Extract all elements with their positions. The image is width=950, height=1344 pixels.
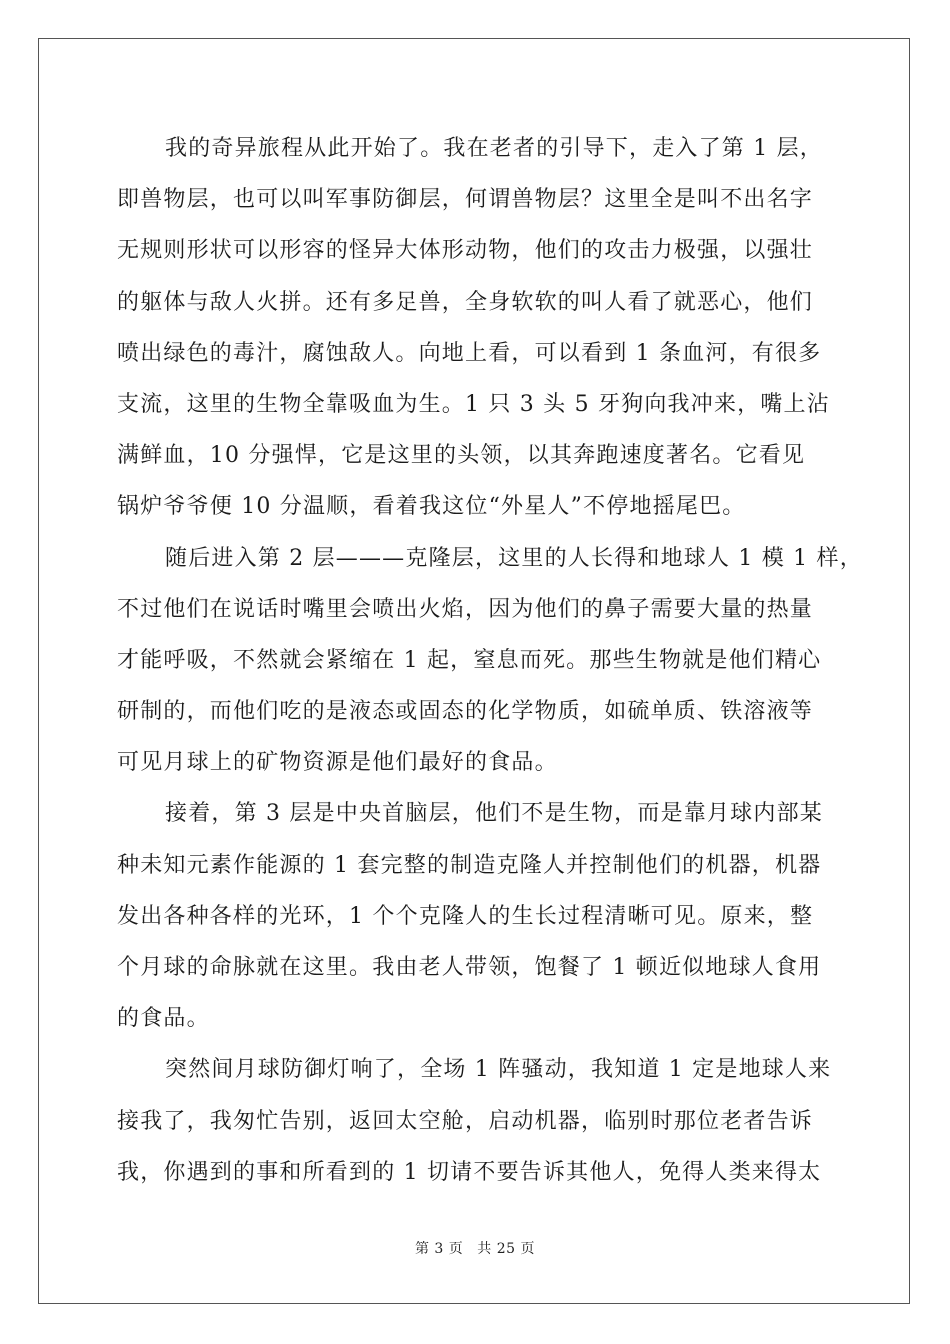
- text-line: 发出各种各样的光环，1 个个克隆人的生长过程清晰可见。原来，整: [117, 903, 814, 929]
- document-body: [117, 123, 863, 1198]
- text-line: 个月球的命脉就在这里。我由老人带领，饱餐了 1 顿近似地球人食用: [117, 955, 822, 980]
- text-line: 锅炉爷爷便 10 分温顺，看着我这位“外星人”不停地摇尾巴。: [117, 494, 746, 520]
- text-line: 的躯体与敌人火拼。还有多足兽，全身软软的叫人看了就恶心，他们: [117, 289, 814, 315]
- text-line: 可见月球上的矿物资源是他们最好的食品。: [117, 750, 558, 776]
- text-line: 的食品。: [117, 1006, 210, 1032]
- text-line: 才能呼吸，不然就会紧缩在 1 起，窒息而死。那些生物就是他们精心: [117, 647, 822, 673]
- text-line: 种未知元素作能源的 1 套完整的制造克隆人并控制他们的机器，机器: [117, 852, 822, 878]
- text-line: 满鲜血，10 分强悍，它是这里的头领，以其奔跑速度著名。它看见: [117, 443, 806, 469]
- text-line: 支流，这里的生物全靠吸血为生。1 只 3 头 5 牙狗向我冲来，嘴上沾: [117, 391, 830, 417]
- text-line: 不过他们在说话时嘴里会喷出火焰，因为他们的鼻子需要大量的热量: [117, 596, 814, 622]
- text-line: 突然间月球防御灯响了，全场 1 阵骚动，我知道 1 定是地球人来: [165, 1057, 832, 1083]
- page-footer: [0, 1238, 950, 1258]
- text-line: 随后进入第 2 层———克隆层，这里的人长得和地球人 1 模 1 样，: [165, 545, 863, 571]
- text-line: 研制的，而他们吃的是液态或固态的化学物质，如硫单质、铁溶液等: [117, 699, 814, 725]
- text-line: 接我了，我匆忙告别，返回太空舱，启动机器，临别时那位老者告诉: [117, 1108, 814, 1134]
- page-total: 共 25 页: [477, 1241, 536, 1257]
- text-line: 接着，第 3 层是中央首脑层，他们不是生物，而是靠月球内部某: [165, 801, 823, 827]
- text-line: 喷出绿色的毒汁，腐蚀敌人。向地上看，可以看到 1 条血河，有很多: [117, 340, 822, 366]
- text-line: 无规则形状可以形容的怪异大体形动物，他们的攻击力极强，以强壮: [117, 238, 814, 264]
- text-line: 我的奇异旅程从此开始了。我在老者的引导下，走入了第 1 层，: [165, 136, 823, 161]
- page-number: 第 3 页: [414, 1241, 464, 1257]
- text-line: 即兽物层，也可以叫军事防御层，何谓兽物层？这里全是叫不出名字: [117, 187, 814, 213]
- text-line: 我，你遇到的事和所看到的 1 切请不要告诉其他人，免得人类来得太: [117, 1159, 822, 1185]
